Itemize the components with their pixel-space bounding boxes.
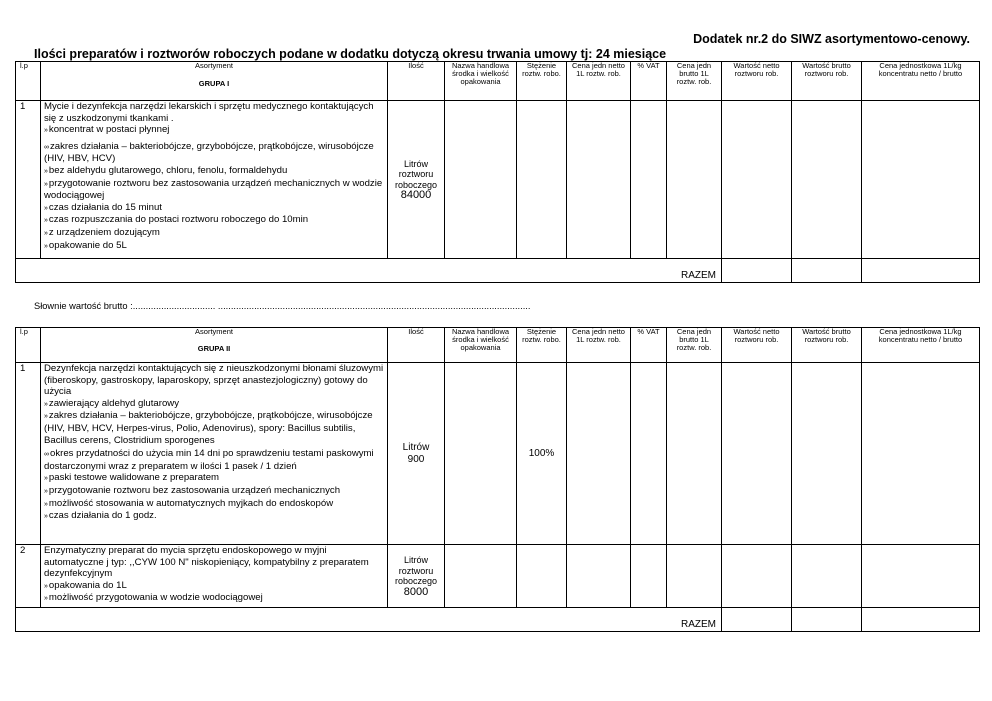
group-name: GRUPA I [198, 79, 230, 88]
col-wartosc-netto: Wartość netto roztworu rob. [722, 328, 792, 363]
bullet-icon: » [44, 500, 48, 508]
bullet-icon: » [44, 413, 48, 421]
cell-wartosc-netto [722, 545, 792, 608]
razem-brutto [792, 608, 862, 632]
feature: »przygotowanie roztworu bez zastosowania urządzeń mechanicznych w wodzie wodociągowej [44, 177, 383, 202]
table-row [16, 101, 980, 259]
col-lp: l.p [16, 328, 41, 363]
cell-cena-koncentratu [862, 545, 980, 608]
cell-cena-netto [567, 101, 631, 259]
bullet-icon: » [44, 513, 48, 521]
col-asortyment-label: Asortyment [195, 327, 233, 336]
feature: »przygotowanie roztworu bez zastosowania urządzeń mechanicznych [44, 484, 341, 496]
table-row [16, 363, 980, 545]
razem-brutto [792, 259, 862, 283]
col-asortyment [41, 328, 388, 363]
col-cena-brutto: Cena jedn brutto 1L roztw. rob. [667, 328, 722, 363]
qty-label: Litrów [402, 441, 430, 453]
main-title: Ilości preparatów i roztworów roboczych podane w dodatku dotyczą okresu trwania umowy tj: 24 miesiące [34, 47, 667, 61]
cell-nazwa [445, 363, 517, 545]
bullet-icon: » [44, 487, 48, 495]
feature: ∞zakres działania – bakteriobójcze, grzybobójcze, prątkobójcze, wirusobójcze (HIV, HBV, HCV) [44, 140, 374, 165]
row-lp: 2 [16, 545, 41, 608]
qty-value: 8000 [403, 585, 429, 598]
qty-value: 84000 [400, 189, 432, 201]
slownie-line: Słownie wartość brutto :................................ ......................................................................................................................... [34, 301, 531, 311]
bullet-icon: » [44, 242, 48, 250]
cell-wartosc-netto [722, 363, 792, 545]
col-stezenie: Stężenie roztw. robo. [517, 62, 567, 101]
col-wartosc-brutto: Wartość brutto roztworu rob. [792, 328, 862, 363]
cell-cena-brutto [667, 101, 722, 259]
row-lp: 1 [16, 101, 41, 259]
feature: »opakowanie do 5L [44, 239, 127, 251]
bullet-icon: » [44, 204, 48, 212]
feature: ∞okres przydatności do użycia min 14 dni po sprawdzeniu testami paskowymi dostarczonymi wraz z preparatem w ilości 1 pasek / 1 dzień [44, 448, 374, 472]
col-cena-netto: Cena jedn netto 1L roztw. rob. [567, 328, 631, 363]
row-lp: 1 [16, 363, 41, 545]
cell-wartosc-netto [722, 101, 792, 259]
group-name: GRUPA II [197, 344, 231, 353]
group2-table [15, 327, 980, 632]
qty-value: 900 [407, 453, 425, 465]
feature: »czas działania do 1 godz. [44, 510, 157, 522]
razem-netto [722, 259, 792, 283]
bullet-icon: » [44, 180, 48, 188]
col-nazwa: Nazwa handlowa środka i wielkość opakowania [445, 328, 517, 363]
cell-cena-brutto [667, 545, 722, 608]
col-asortyment [41, 62, 388, 101]
table-row [16, 545, 980, 608]
feature: »czas działania do 15 minut [44, 201, 162, 213]
cell-wartosc-brutto [792, 363, 862, 545]
qty-label: Litrów roztworu roboczego [394, 158, 438, 190]
bullet-icon: » [44, 475, 48, 483]
feature: »bez aldehydu glutarowego, chloru, fenolu, formaldehydu [44, 164, 288, 176]
feature: »paski testowe walidowane z preparatem [44, 472, 220, 484]
feature: »z urządzeniem dozującym [44, 226, 160, 238]
feature: »możliwość przygotowania w wodzie wodociągowej [44, 592, 263, 604]
header-row [16, 328, 980, 363]
bullet-icon: ∞ [44, 143, 49, 151]
razem-row [16, 608, 980, 632]
col-wartosc-brutto: Wartość brutto roztworu rob. [792, 62, 862, 101]
bullet-icon: » [44, 167, 48, 175]
row-description [41, 363, 388, 545]
row-quantity [388, 101, 445, 259]
cell-cena-netto [567, 363, 631, 545]
cell-cena-brutto [667, 363, 722, 545]
cell-stezenie [517, 101, 567, 259]
cell-vat [631, 545, 667, 608]
cell-cena-netto [567, 545, 631, 608]
attachment-title: Dodatek nr.2 do SIWZ asortymentowo-cenowy. [693, 32, 970, 46]
col-ilosc: Ilość [388, 62, 445, 101]
cell-cena-koncentratu [862, 363, 980, 545]
razem-empty [862, 259, 980, 283]
bullet-icon: » [44, 595, 48, 603]
cell-stezenie [517, 545, 567, 608]
col-vat: % VAT [631, 328, 667, 363]
header-row [16, 62, 980, 101]
razem-netto [722, 608, 792, 632]
item-title: Dezynfekcja narzędzi kontaktujących się z nieuszkodzonymi błonami śluzowymi (fiberoskopy, gastroskopy, laparoskopy, sprzęt anastezjologiczny) gotowy do użycia [44, 363, 384, 398]
qty-label: Litrów roztworu roboczego [394, 555, 438, 586]
item-title: Mycie i dezynfekcja narzędzi lekarskich i sprzętu medycznego kontaktujących się z uszkodzonymi tkankami . [44, 101, 374, 124]
bullet-icon: ∞ [44, 451, 49, 459]
bullet-icon: » [44, 582, 48, 590]
bullet-icon: » [44, 229, 48, 237]
row-description [41, 101, 388, 259]
col-wartosc-netto: Wartość netto roztworu rob. [722, 62, 792, 101]
feature: »opakowania do 1L [44, 579, 127, 591]
bullet-icon: » [44, 217, 48, 225]
razem-empty [862, 608, 980, 632]
col-stezenie: Stężenie roztw. robo. [517, 328, 567, 363]
col-ilosc: Ilość [388, 328, 445, 363]
bullet-icon: » [44, 400, 48, 408]
cell-wartosc-brutto [792, 545, 862, 608]
feature: »zawierający aldehyd glutarowy [44, 397, 180, 409]
cell-cena-koncentratu [862, 101, 980, 259]
feature: »możliwość stosowania w automatycznych myjkach do endoskopów [44, 497, 334, 509]
item-title: Enzymatyczny preparat do mycia sprzętu endoskopowego w myjni automatyczne j typ: ,,CYW 100 N" niskopieniący, kompatybilny z preparatem dezynfekcyjnym [44, 545, 369, 580]
cell-wartosc-brutto [792, 101, 862, 259]
col-vat: % VAT [631, 62, 667, 101]
col-cena-brutto: Cena jedn brutto 1L roztw. rob. [667, 62, 722, 101]
cell-nazwa [445, 545, 517, 608]
cell-vat [631, 363, 667, 545]
row-quantity [388, 363, 445, 545]
feature: »czas rozpuszczania do postaci roztworu roboczego do 10min [44, 214, 309, 226]
cell-nazwa [445, 101, 517, 259]
col-cena-netto: Cena jedn netto 1L roztw. rob. [567, 62, 631, 101]
group1-table [15, 61, 980, 283]
col-lp: l.p [16, 62, 41, 101]
razem-label: RAZEM [16, 608, 722, 632]
razem-label: RAZEM [16, 259, 722, 283]
feature: »zakres działania – bakteriobójcze, grzybobójcze, prątkobójcze, wirusobójcze (HIV, HBV, HCV, Herpes-virus, Polio, Adenovirus), spory: Bacillus subtilis, Bacillus cerens, Clostridium sporogenes [44, 410, 373, 446]
cell-stezenie: 100% [517, 363, 567, 545]
col-nazwa: Nazwa handlowa środka i wielkość opakowania [445, 62, 517, 101]
col-cena-koncentratu: Cena jednostkowa 1L/kg koncentratu netto / brutto [862, 62, 980, 101]
cell-vat [631, 101, 667, 259]
bullet-icon: » [44, 127, 48, 135]
feature: »koncentrat w postaci płynnej [44, 124, 170, 136]
col-cena-koncentratu: Cena jednostkowa 1L/kg koncentratu netto / brutto [862, 328, 980, 363]
row-description [41, 545, 388, 608]
col-asortyment-label: Asortyment [195, 61, 233, 70]
row-quantity [388, 545, 445, 608]
razem-row [16, 259, 980, 283]
